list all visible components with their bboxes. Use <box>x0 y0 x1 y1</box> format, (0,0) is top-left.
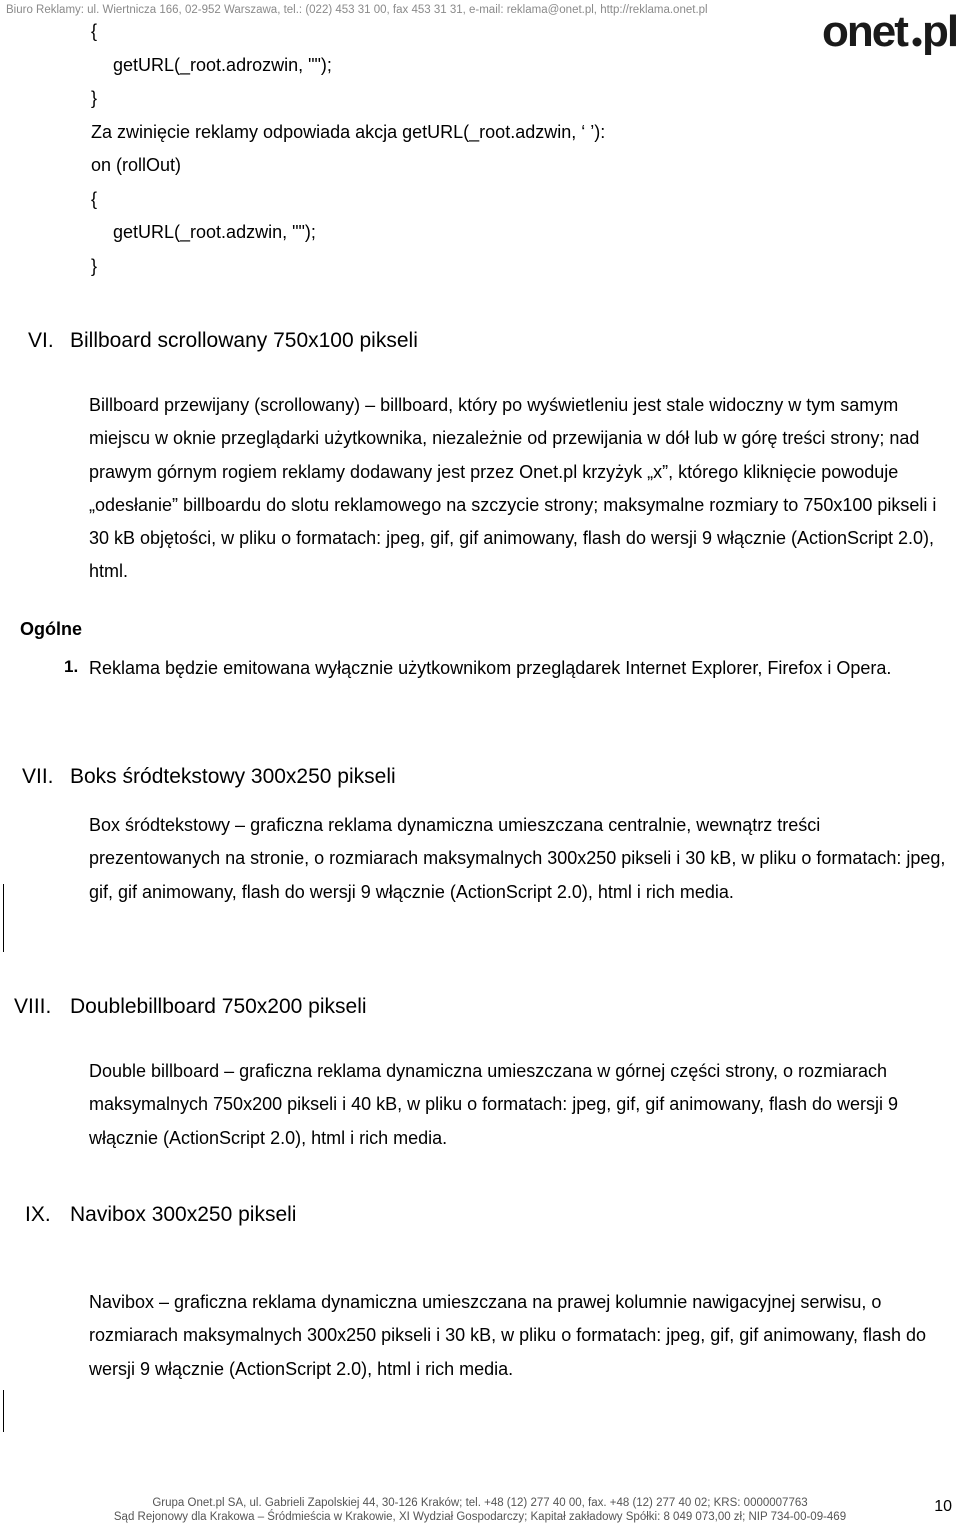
code-line: } <box>91 255 98 276</box>
section-heading-vii <box>22 764 396 790</box>
list-item-number: 1. <box>64 657 79 676</box>
footer-line-1: Grupa Onet.pl SA, ul. Gabrieli Zapolskiej 44, 30-126 Kraków; tel. +48 (12) 277 40 00, fax. +48 (12) 277 40 02; KRS: 0000007763 <box>152 1497 808 1509</box>
code-line: Za zwinięcie reklamy odpowiada akcja getURL(_root.adzwin, ‘ ’): <box>91 121 606 142</box>
page-number: 10 <box>934 1498 952 1515</box>
section-number: VII. <box>22 765 54 788</box>
section-title: Billboard scrollowany 750x100 pikseli <box>70 329 418 352</box>
code-block <box>91 15 605 283</box>
section-number: VI. <box>28 329 54 352</box>
section-body-ix <box>89 1286 949 1386</box>
paragraph: Reklama będzie emitowana wyłącznie użytkownikom przeglądarek Internet Explorer, Firefox i Opera. <box>89 658 892 678</box>
svg-text:pl: pl <box>922 7 958 56</box>
code-line: getURL(_root.adrozwin, ""); <box>113 54 332 75</box>
code-line: getURL(_root.adzwin, ""); <box>113 222 316 242</box>
footer-line-2: Sąd Rejonowy dla Krakowa – Śródmieścia w Krakowie, XI Wydział Gospodarczy; Kapitał zakładowy Spółki: 8 049 073,00 zł; NIP 734-00-09-469 <box>113 1511 847 1523</box>
onet-logo <box>818 2 960 58</box>
paragraph: Navibox – graficzna reklama dynamiczna umieszczana na prawej kolumnie nawigacyjnej serwisu, o rozmiarach maksymalnych 300x250 pikseli i 30 kB, w pliku o formatach: jpeg, gif, gif animowany, flash do wersji 9 włącznie (ActionScript 2.0), html i rich media. <box>89 1292 927 1379</box>
paragraph: Double billboard – graficzna reklama dynamiczna umieszczana w górnej części strony, o rozmiarach maksymalnych 750x200 pikseli i 40 kB, w pliku o formatach: jpeg, gif, gif animowany, flash do wersji 9 włącznie (ActionScript 2.0), html i rich media. <box>89 1061 899 1148</box>
svg-text:onet: onet <box>822 7 907 56</box>
section-title: Navibox 300x250 pikseli <box>70 1203 297 1226</box>
code-line: { <box>91 21 98 41</box>
change-bar <box>3 1390 4 1432</box>
section-heading-viii <box>14 994 367 1020</box>
section-number: VIII. <box>14 995 52 1018</box>
paragraph: Box śródtekstowy – graficzna reklama dynamiczna umieszczana centralnie, wewnątrz treści prezentowanych na stronie, o rozmiarach maksymalnych 300x250 pikseli i 30 kB, w pliku o formatach: jpeg, gif, gif animowany, flash do wersji 9 włącznie (ActionScript 2.0), html i rich media. <box>89 815 946 902</box>
section-body-vi <box>89 389 949 589</box>
section-title: Doublebillboard 750x200 pikseli <box>70 995 367 1018</box>
section-body-vii <box>89 809 949 909</box>
section-number: IX. <box>25 1203 51 1226</box>
section-heading-ix <box>25 1202 297 1228</box>
code-line: on (rollOut) <box>91 155 182 175</box>
list-item-text <box>89 652 929 685</box>
section-body-viii <box>89 1055 949 1155</box>
section-title: Boks śródtekstowy 300x250 pikseli <box>70 765 396 788</box>
section-heading-vi <box>28 328 418 354</box>
code-line: } <box>91 88 98 108</box>
code-line: { <box>91 188 98 209</box>
general-label: Ogólne <box>20 619 82 639</box>
paragraph: Billboard przewijany (scrollowany) – billboard, który po wyświetleniu jest stale widoczny w tym samym miejscu w oknie przeglądarki użytkownika, niezależnie od przewijania w dół lub w górę treści strony; nad prawym górnym rogiem reklamy dodawany jest przez Onet.pl krzyżyk „x”, którego kliknięcie powoduje „odesłanie” billboardu do slotu reklamowego na szczycie strony; maksymalne rozmiary to 750x100 pikseli i 30 kB objętości, w pliku o formatach: jpeg, gif, gif animowany, flash do wersji 9 włącznie (ActionScript 2.0), html. <box>89 395 937 582</box>
change-bar <box>3 884 4 952</box>
header-contact-line: Biuro Reklamy: ul. Wiertnicza 166, 02-952 Warszawa, tel.: (022) 453 31 00, fax 453 31 31, e-mail: reklama@onet.pl, http://reklama.onet.pl <box>6 4 708 16</box>
